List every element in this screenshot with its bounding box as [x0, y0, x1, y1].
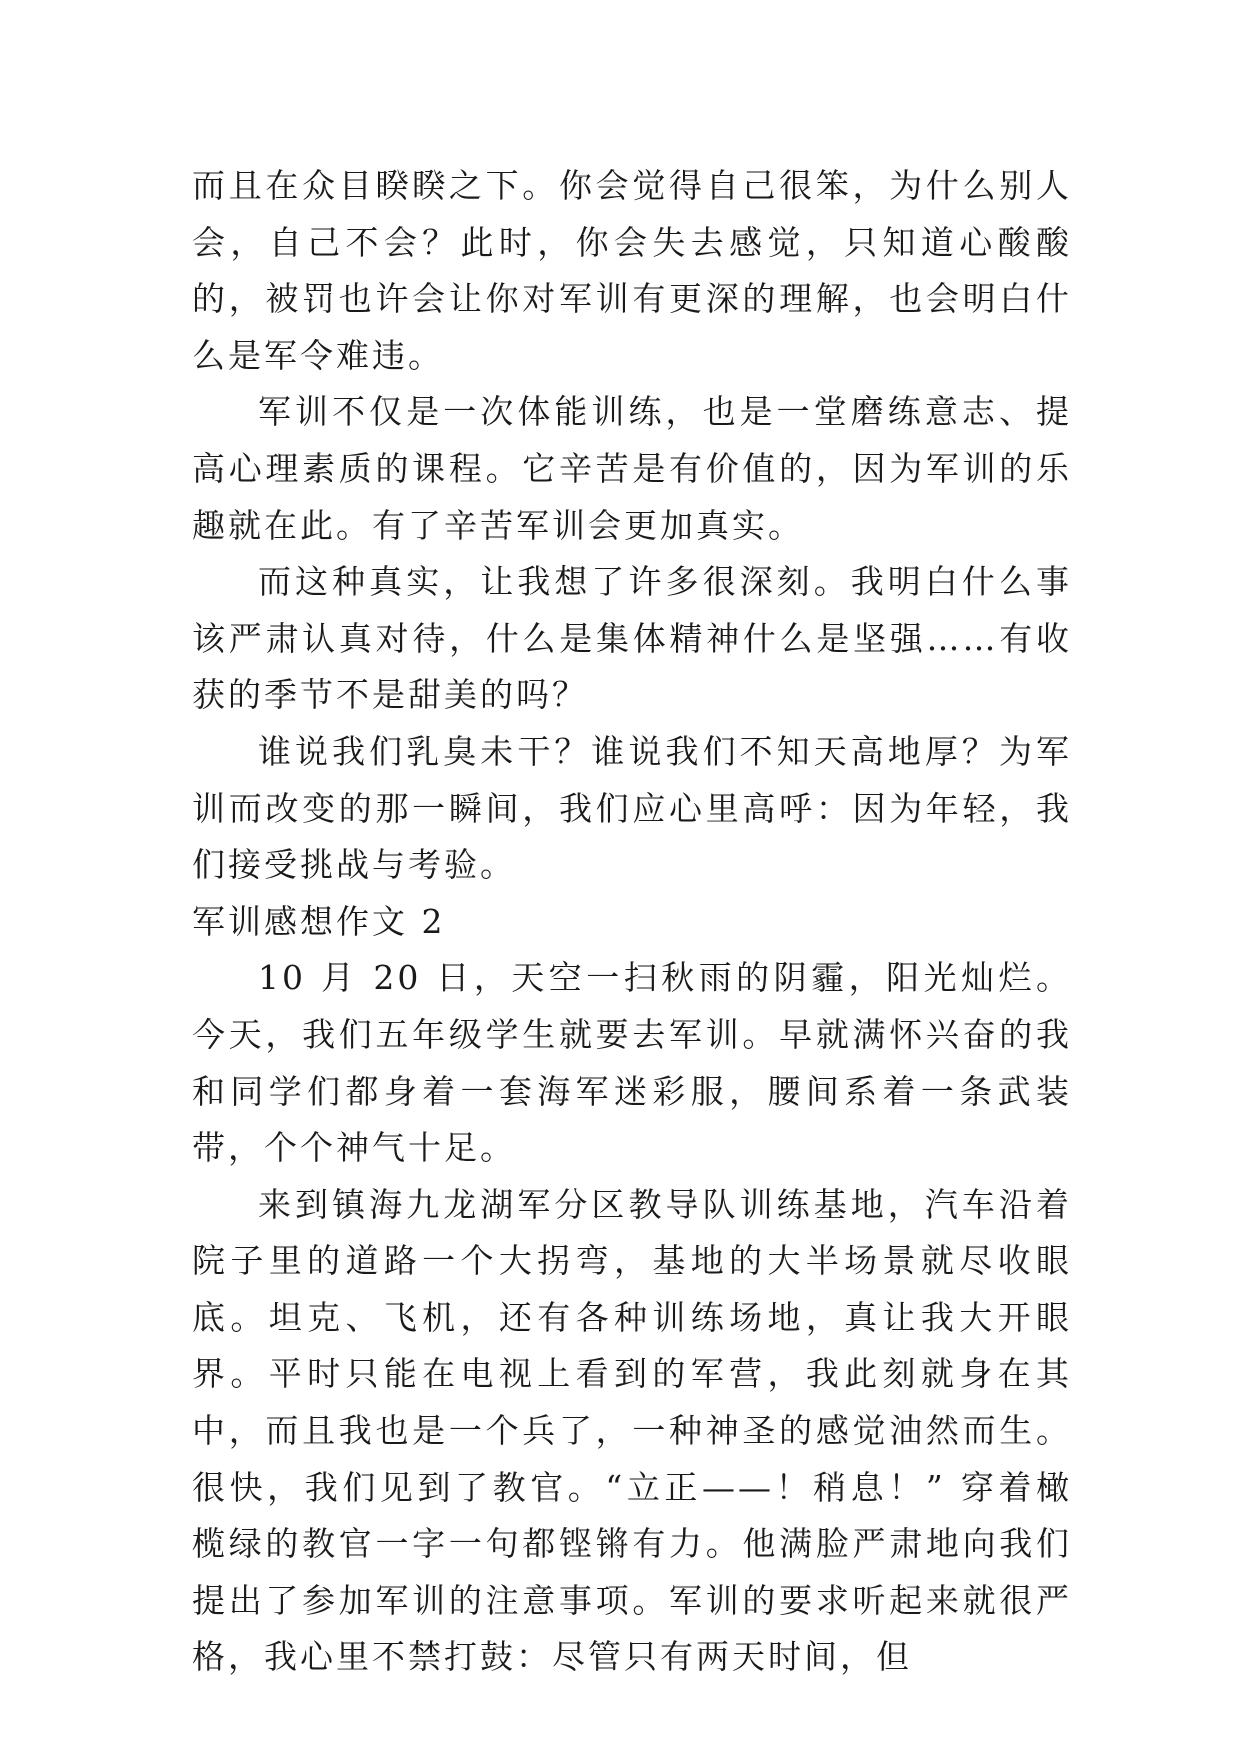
paragraph-1: 而且在众目睽睽之下。你会觉得自己很笨，为什么别人会，自己不会？此时，你会失去感觉，只知道心酸酸的，被罚也许会让你对军训有更深的理解，也会明白什么是军令难违。 — [192, 166, 1072, 375]
paragraph-2: 军训不仅是一次体能训练，也是一堂磨练意志、提高心理素质的课程。它辛苦是有价值的，因为军训的乐趣就在此。有了辛苦军训会更加真实。 — [192, 392, 1072, 545]
paragraph-6: 来到镇海九龙湖军分区教导队训练基地，汽车沿着院子里的道路一个大拐弯，基地的大半场景就尽收眼底。坦克、飞机，还有各种训练场地，真让我大开眼界。平时只能在电视上看到的军营，我此刻就身在其中，而且我也是一个兵了，一种神圣的感觉油然而生。很快，我们见到了教官。“立正——！稍息！” 穿着橄榄绿的教官一字一句都铿锵有力。他满脸严肃地向我们提出了参加军训的注意事项。军训的要求听起来就很严格，我心里不禁打鼓：尽管只有两天时间，但 — [192, 1184, 1072, 1677]
document-body — [192, 158, 1072, 1686]
section-heading: 军训感想作文 2 — [192, 901, 446, 941]
paragraph-4: 谁说我们乳臭未干？谁说我们不知天高地厚？为军训而改变的那一瞬间，我们应心里高呼：因为年轻，我们接受挑战与考验。 — [192, 731, 1072, 885]
paragraph-3: 而这种真实，让我想了许多很深刻。我明白什么事该严肃认真对待，什么是集体精神什么是坚强……有收获的季节不是甜美的吗？ — [192, 562, 1072, 715]
paragraph-5: 10 月 20 日，天空一扫秋雨的阴霾，阳光灿烂。今天，我们五年级学生就要去军训。早就满怀兴奋的我和同学们都身着一套海军迷彩服，腰间系着一条武装带，个个神气十足。 — [192, 958, 1072, 1168]
